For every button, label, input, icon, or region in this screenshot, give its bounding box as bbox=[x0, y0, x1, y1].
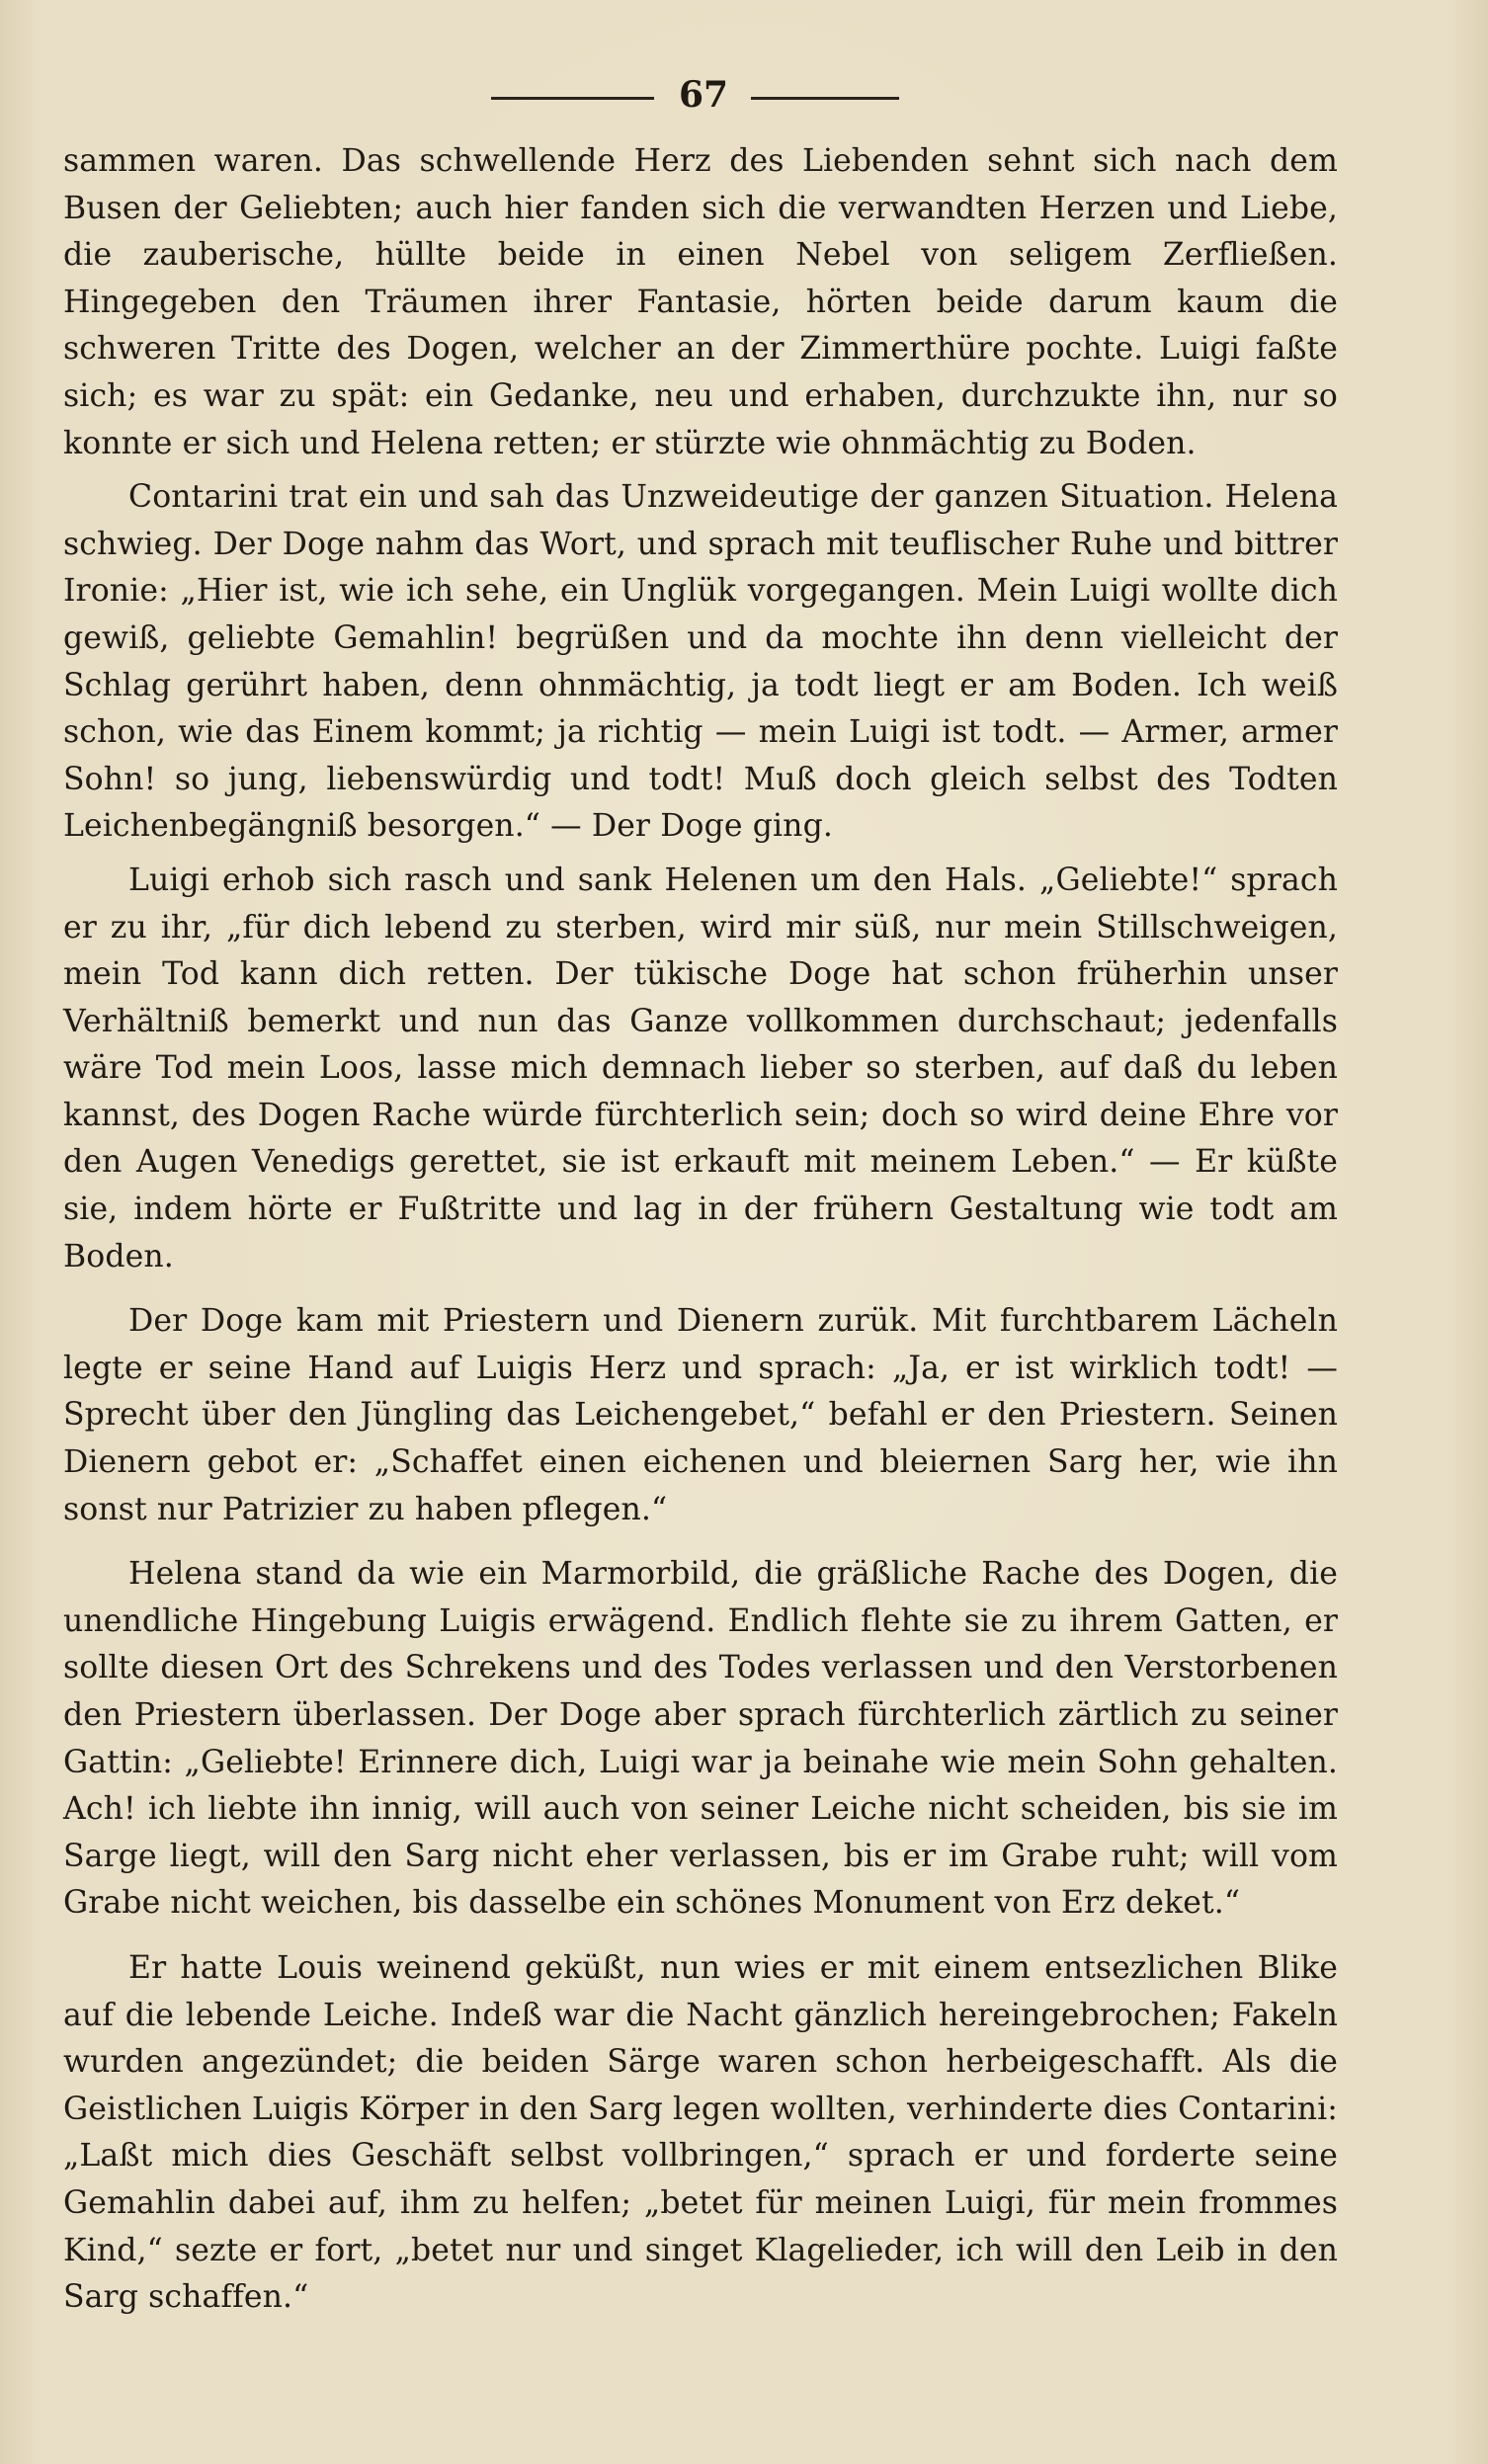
paragraph-4: Der Doge kam mit Priestern und Dienern zurük. Mit furchtbarem Lächeln legte er seine Hand auf Luigis Herz und sprach: „Ja, er ist wirklich todt! — Sprecht über den Jüngling das Leichengebet,“ befahl er den Priestern. Seinen Dienern gebot er: „Schaffet einen eichenen und bleiernen Sarg her, wie ihn sonst nur Patrizier zu haben pflegen.“ bbox=[63, 1303, 1338, 1527]
body-text bbox=[63, 138, 1338, 2322]
page-header bbox=[0, 67, 1488, 123]
paragraph-5: Helena stand da wie ein Marmorbild, die gräßliche Rache des Dogen, die unendliche Hingebung Luigis erwägend. Endlich flehte sie zu ihrem Gatten, er sollte diesen Ort des Schrekens und des Todes verlassen und den Verstorbenen den Priestern überlassen. Der Doge aber sprach fürchterlich zärtlich zu seiner Gattin: „Geliebte! Erinnere dich, Luigi war ja beinahe wie mein Sohn gehalten. Ach! ich liebte ihn innig, will auch von seiner Leiche nicht scheiden, bis sie im Sarge liegt, will den Sarg nicht eher verlassen, bis er im Grabe ruht; will vom Grabe nicht weichen, bis dasselbe ein schönes Monument von Erz deket.“ bbox=[63, 1556, 1338, 1922]
page-number: 67 bbox=[678, 74, 729, 116]
header-rule-left bbox=[491, 97, 654, 100]
paragraph-3: Luigi erhob sich rasch und sank Helenen um den Hals. „Geliebte!“ sprach er zu ihr, „für dich lebend zu sterben, wird mir süß, nur mein Stillschweigen, mein Tod kann dich retten. Der tükische Doge hat schon früherhin unser Verhältniß bemerkt und nun das Ganze vollkommen durchschaut; jedenfalls wäre Tod mein Loos, lasse mich demnach lieber so sterben, auf daß du leben kannst, des Dogen Rache würde fürchterlich sein; doch so wird deine Ehre vor den Augen Venedigs gerettet, sie ist erkauft mit meinem Leben.“ — Er küßte sie, indem hörte er Fußtritte und lag in der frühern Gestaltung wie todt am Boden. bbox=[63, 862, 1338, 1274]
paragraph-1: sammen waren. Das schwellende Herz des Liebenden sehnt sich nach dem Busen der Geliebten; auch hier fanden sich die verwandten Herzen und Liebe, die zauberische, hüllte beide in einen Nebel von seligem Zerfließen. Hingegeben den Träumen ihrer Fantasie, hörten beide darum kaum die schweren Tritte des Dogen, welcher an der Zimmerthüre pochte. Luigi faßte sich; es war zu spät: ein Gedanke, neu und erhaben, durchzukte ihn, nur so konnte er sich und Helena retten; er stürzte wie ohnmächtig zu Boden. bbox=[63, 143, 1338, 461]
paragraph-6: Er hatte Louis weinend geküßt, nun wies er mit einem entsezlichen Blike auf die lebende Leiche. Indeß war die Nacht gänzlich hereingebrochen; Fakeln wurden angezündet; die beiden Särge waren schon herbeigeschafft. Als die Geistlichen Luigis Körper in den Sarg legen wollten, verhinderte dies Contarini: „Laßt mich dies Geschäft selbst vollbringen,“ sprach er und forderte seine Gemahlin dabei auf, ihm zu helfen; „betet für meinen Luigi, für mein frommes Kind,“ sezte er fort, „betet nur und singet Klagelieder, ich will den Leib in den Sarg schaffen.“ bbox=[63, 1949, 1338, 2316]
header-rule-right bbox=[751, 97, 899, 100]
paragraph-2: Contarini trat ein und sah das Unzweideutige der ganzen Situation. Helena schwieg. Der Doge nahm das Wort, und sprach mit teuflischer Ruhe und bittrer Ironie: „Hier ist, wie ich sehe, ein Unglük vorgegangen. Mein Luigi wollte dich gewiß, geliebte Gemahlin! begrüßen und da mochte ihn denn vielleicht der Schlag gerührt haben, denn ohnmächtig, ja todt liegt er am Boden. Ich weiß schon, wie das Einem kommt; ja richtig — mein Luigi ist todt. — Armer, armer Sohn! so jung, liebenswürdig und todt! Muß doch gleich selbst des Todten Leichenbegängniß besorgen.“ — Der Doge ging. bbox=[63, 479, 1338, 845]
